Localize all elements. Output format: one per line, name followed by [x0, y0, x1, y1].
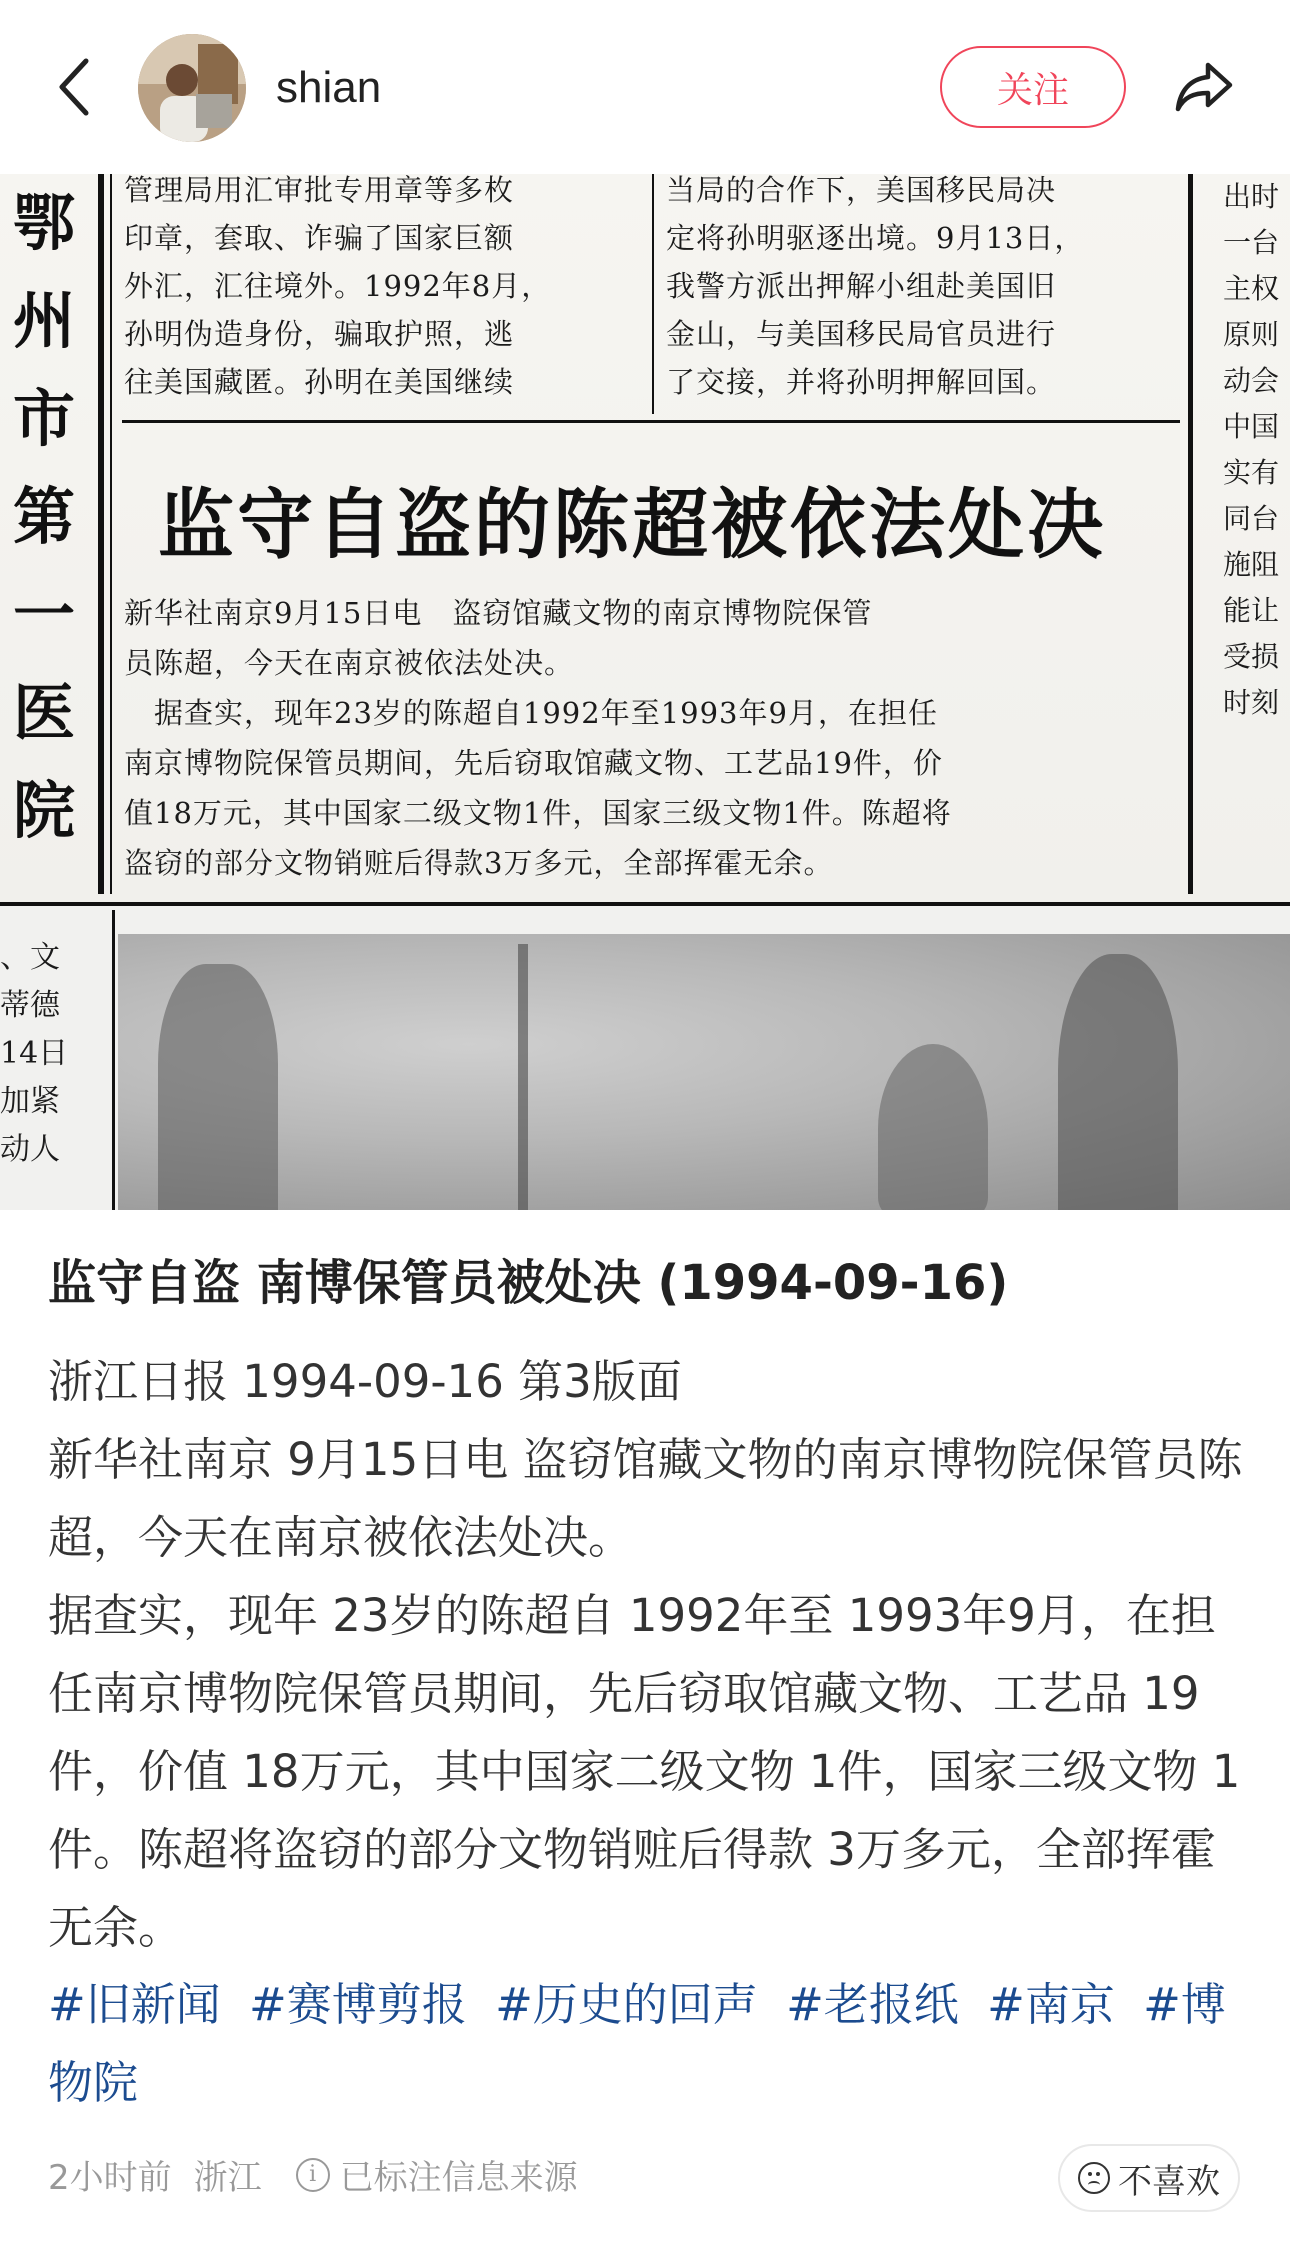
tag-link[interactable]: #南京 [987, 1978, 1115, 2031]
newspaper-line: 了交接，并将孙明押解回国。 [666, 365, 1057, 399]
post-paragraph: 新华社南京 9月15日电 盗窃馆藏文物的南京博物院保管员陈超，今天在南京被依法处决。 [48, 1433, 1243, 1564]
newspaper-line: 值18万元，其中国家二级文物1件，国家三级文物1件。陈超将 [124, 796, 952, 830]
post-paragraph: 浙江日报 1994-09-16 第3版面 [48, 1355, 682, 1408]
newspaper-line: 同台 [1222, 502, 1279, 535]
newspaper-column-char: 州 [12, 284, 75, 357]
newspaper-line: 动人 [0, 1132, 60, 1167]
avatar[interactable] [138, 34, 246, 142]
newspaper-right-column [1212, 174, 1290, 726]
newspaper-line: 能让 [1222, 594, 1279, 627]
newspaper-line: 出时 [1222, 180, 1279, 213]
tag-link[interactable]: #历史的回声 [495, 1978, 758, 2031]
sad-face-icon [1078, 2162, 1110, 2194]
info-icon: i [296, 2158, 330, 2192]
newspaper-left-column [0, 174, 88, 894]
chevron-left-icon [54, 55, 94, 119]
newspaper-photo [118, 934, 1290, 1210]
newspaper-column-char: 第 [12, 480, 75, 553]
post-title: 监守自盗 南博保管员被处决 (1994-09-16) [48, 1255, 1009, 1311]
source-note-label: 已标注信息来源 [339, 2158, 578, 2198]
newspaper-line: 新华社南京9月15日电 盗窃馆藏文物的南京博物院保管 [124, 596, 873, 630]
divider [1188, 174, 1193, 894]
newspaper-line: 、文 [0, 940, 60, 975]
newspaper-line: 金山，与美国移民局官员进行 [666, 317, 1057, 351]
newspaper-line: 往美国藏匿。孙明在美国继续 [124, 365, 515, 399]
newspaper-line: 外汇，汇往境外。1992年8月， [124, 269, 552, 303]
username[interactable]: shian [276, 63, 382, 112]
newspaper-line: 原则 [1222, 318, 1279, 351]
newspaper-article [124, 588, 952, 888]
post-paragraph: 据查实，现年 23岁的陈超自 1992年至 1993年9月，在担任南京博物院保管员期间，先后窃取馆藏文物、工艺品 19件，价值 18万元，其中国家二级文物 1件，国家三级文物 1件。陈超将盗窃的部分文物销赃后得款 3万多元，全部挥霍无余。 [48, 1589, 1241, 1954]
follow-button[interactable]: 关注 [940, 46, 1126, 128]
newspaper-line: 定将孙明驱逐出境。9月13日， [666, 221, 1085, 255]
newspaper-line: 加紧 [0, 1084, 60, 1119]
divider [98, 174, 104, 894]
newspaper-column-char: 市 [12, 382, 75, 455]
tag-link[interactable]: #老报纸 [786, 1978, 959, 2031]
newspaper-line: 中国 [1222, 410, 1279, 443]
post-meta [48, 2150, 578, 2199]
tag-link[interactable]: #赛博剪报 [249, 1978, 467, 2031]
dislike-button[interactable] [1058, 2144, 1240, 2212]
newspaper-line: 主权 [1222, 272, 1279, 305]
post-time: 2小时前 [48, 2158, 172, 2198]
post-body [48, 1343, 1248, 1967]
newspaper-line: 据查实，现年23岁的陈超自1992年至1993年9月，在担任 [124, 696, 938, 730]
newspaper-left-bottom [0, 934, 110, 1174]
post-location: 浙江 [193, 2158, 262, 2198]
newspaper-column-char: 医 [12, 676, 75, 749]
divider [122, 420, 1180, 423]
source-note[interactable] [296, 2150, 578, 2199]
tag-link[interactable]: #旧新闻 [48, 1978, 221, 2031]
newspaper-line: 实有 [1222, 456, 1279, 489]
divider [652, 174, 654, 414]
back-button[interactable] [44, 52, 104, 122]
tag-list [48, 1966, 1248, 2122]
share-icon [1172, 59, 1236, 115]
newspaper-text-block [124, 174, 551, 406]
post-image[interactable] [0, 174, 1290, 1210]
newspaper-column-char: 院 [12, 774, 75, 847]
newspaper-line: 当局的合作下，美国移民局决 [666, 174, 1057, 207]
newspaper-line: 施阻 [1222, 548, 1279, 581]
newspaper-line: 盗窃的部分文物销赃后得款3万多元，全部挥霍无余。 [124, 846, 834, 880]
newspaper-line: 受损 [1222, 640, 1279, 673]
newspaper-line: 南京博物院保管员期间，先后窃取馆藏文物、工艺品19件，价 [124, 746, 943, 780]
newspaper-column-char: 鄂 [12, 186, 75, 259]
newspaper-line: 孙明伪造身份，骗取护照，逃 [124, 317, 515, 351]
newspaper-line: 时刻 [1222, 686, 1279, 719]
newspaper-line: 14日 [0, 1036, 69, 1071]
newspaper-line: 印章，套取、诈骗了国家巨额 [124, 221, 515, 255]
newspaper-line: 管理局用汇审批专用章等多枚 [124, 174, 515, 207]
newspaper-line: 蒂德 [0, 988, 60, 1023]
newspaper-text-block [666, 174, 1084, 406]
dislike-label: 不喜欢 [1118, 2161, 1220, 2202]
share-button[interactable] [1164, 52, 1244, 122]
divider [112, 910, 115, 1210]
newspaper-headline: 监守自盗的陈超被依法处决 [158, 480, 1106, 569]
avatar-image [138, 34, 246, 142]
top-bar [0, 0, 1290, 174]
newspaper-line: 我警方派出押解小组赴美国旧 [666, 269, 1057, 303]
tag-link[interactable]: #博物院 [48, 1978, 1226, 2109]
newspaper-line: 动会 [1222, 364, 1279, 397]
newspaper-line: 一台 [1222, 226, 1279, 259]
divider [110, 174, 112, 894]
newspaper-line: 员陈超，今天在南京被依法处决。 [124, 646, 575, 680]
newspaper-column-char: 一 [12, 578, 75, 651]
